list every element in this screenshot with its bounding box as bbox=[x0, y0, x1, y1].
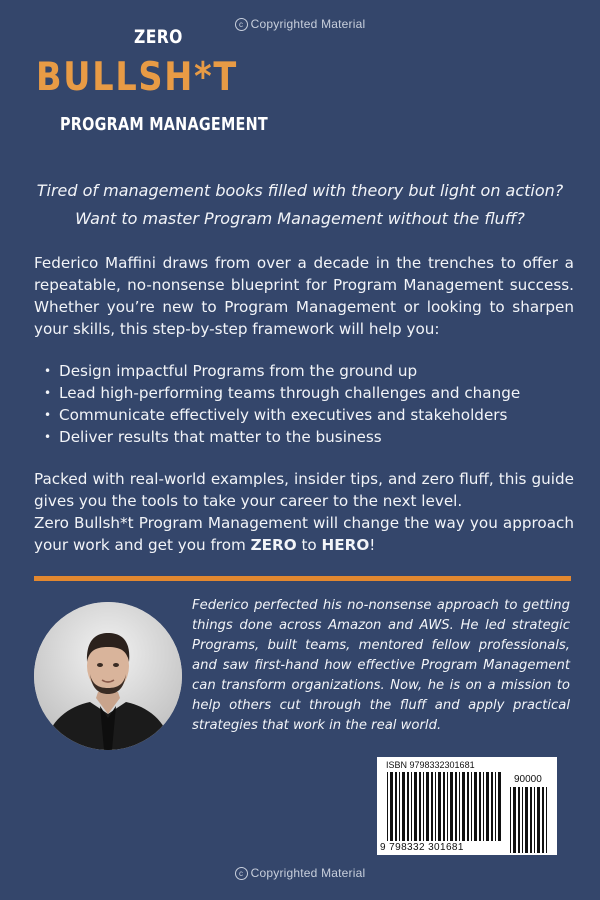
zero-emphasis: ZERO bbox=[250, 536, 297, 554]
title-zero: ZERO bbox=[134, 26, 183, 48]
benefits-list bbox=[44, 360, 520, 448]
barcode-bar bbox=[387, 772, 388, 841]
list-item: • Design impactful Programs from the ground up bbox=[44, 360, 520, 382]
barcode-bars-icon bbox=[377, 757, 557, 855]
barcode-bar bbox=[426, 772, 429, 841]
barcode-bar bbox=[542, 787, 544, 853]
barcode-bar bbox=[399, 772, 400, 841]
barcode-bar bbox=[407, 772, 409, 841]
barcode-bar bbox=[459, 772, 460, 841]
watermark-bottom: c Copyrighted Material bbox=[0, 866, 600, 880]
barcode-bar bbox=[518, 787, 520, 853]
title-bullshit: BULLSH*T bbox=[36, 55, 238, 100]
barcode-bar bbox=[414, 772, 417, 841]
barcode-bar bbox=[486, 772, 489, 841]
title-program-management: PROGRAM MANAGEMENT bbox=[60, 114, 268, 135]
barcode-bar bbox=[447, 772, 448, 841]
list-item: • Lead high-performing teams through challenges and change bbox=[44, 382, 520, 404]
barcode-bar bbox=[546, 787, 547, 853]
barcode-bar bbox=[443, 772, 445, 841]
barcode-bar bbox=[479, 772, 481, 841]
barcode-digits: 9 798332 301681 bbox=[380, 842, 464, 853]
author-bio: Federico perfected his no-nonsense approach to getting things done across Amazon and AWS. He led strategic Programs, built teams, mentored fellow professionals, and saw first-hand how effective Program Management can transform organizations. Now, he is on a mission to help others cut through the fluff and apply practical strategies that work in the real world. bbox=[192, 598, 570, 733]
barcode-bar bbox=[537, 787, 540, 853]
copyright-icon: c bbox=[235, 18, 248, 31]
barcode-bar bbox=[411, 772, 412, 841]
barcode-bar bbox=[525, 787, 528, 853]
barcode-bar bbox=[450, 772, 453, 841]
barcode-bar bbox=[510, 787, 511, 853]
barcode-bar bbox=[438, 772, 441, 841]
orange-divider bbox=[34, 576, 571, 581]
final-paragraph: Zero Bullsh*t Program Management will change the way you approach your work and get you from ZERO to HERO! bbox=[34, 514, 574, 554]
barcode-bar bbox=[423, 772, 424, 841]
list-item: • Communicate effectively with executives and stakeholders bbox=[44, 404, 520, 426]
tagline-question-2: Want to master Program Management without the fluff? bbox=[75, 209, 525, 228]
list-item: • Deliver results that matter to the business bbox=[44, 426, 520, 448]
barcode-bar bbox=[474, 772, 477, 841]
isbn-label: ISBN 9798332301681 bbox=[386, 760, 475, 770]
barcode-bar bbox=[534, 787, 535, 853]
hero-emphasis: HERO bbox=[321, 536, 370, 554]
tagline-question-1: Tired of management books filled with theory but light on action? bbox=[36, 181, 564, 200]
barcode-bar bbox=[390, 772, 393, 841]
barcode-bar bbox=[513, 787, 516, 853]
author-photo bbox=[34, 602, 182, 750]
barcode-bar bbox=[483, 772, 484, 841]
barcode-bar bbox=[419, 772, 421, 841]
barcode-bar bbox=[395, 772, 397, 841]
closing-paragraph: Packed with real-world examples, insider tips, and zero fluff, this guide gives you the tools to take your career to the next level. bbox=[34, 470, 574, 510]
barcode-bar bbox=[491, 772, 493, 841]
barcode-bar bbox=[455, 772, 457, 841]
watermark-top: c Copyrighted Material bbox=[0, 17, 600, 31]
barcode-bar bbox=[471, 772, 472, 841]
barcode-bar bbox=[435, 772, 436, 841]
barcode-bar bbox=[402, 772, 405, 841]
copyright-icon: c bbox=[235, 867, 248, 880]
barcode-bar bbox=[530, 787, 532, 853]
author-portrait-icon bbox=[34, 602, 182, 750]
price-code: 90000 bbox=[514, 774, 542, 785]
barcode-bar bbox=[495, 772, 496, 841]
isbn-barcode bbox=[377, 757, 557, 855]
intro-paragraph: Federico Maffini draws from over a decade in the trenches to offer a repeatable, no-nonsense blueprint for Program Management success. Whether you’re new to Program Management or looking to sharpen your skills, this step-by-step framework will help you: bbox=[34, 254, 574, 338]
barcode-bar bbox=[431, 772, 433, 841]
barcode-bar bbox=[467, 772, 469, 841]
barcode-bar bbox=[462, 772, 465, 841]
barcode-bar bbox=[498, 772, 501, 841]
barcode-bar bbox=[522, 787, 523, 853]
